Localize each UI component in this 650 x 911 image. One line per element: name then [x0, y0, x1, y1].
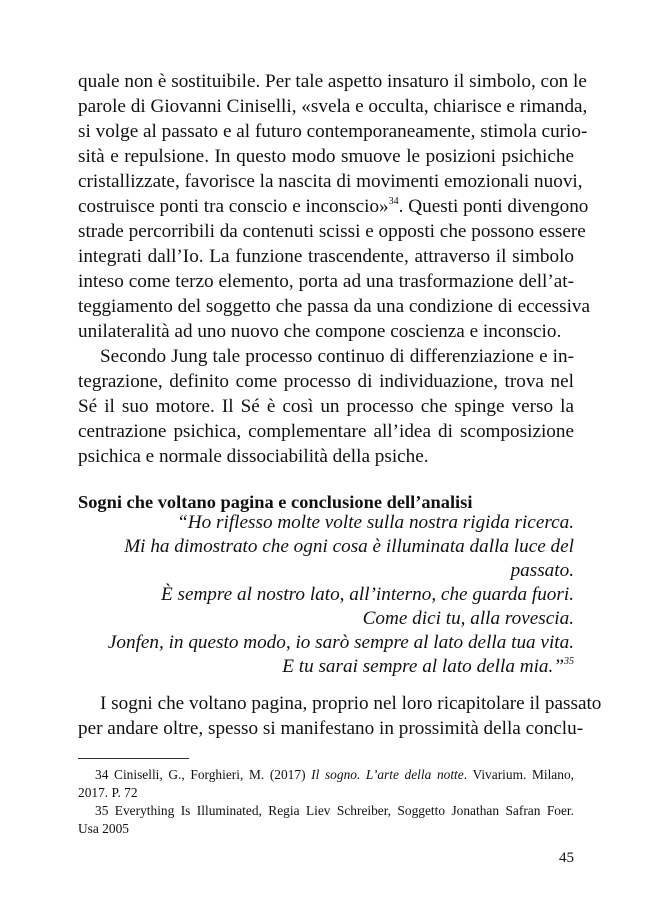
section-heading: Sogni che voltano pagina e conclusione dell’analisi: [78, 492, 473, 512]
body-line: per andare oltre, spesso si manifestano in prossimità della conclu-: [78, 718, 584, 739]
quote-line: È sempre al nostro lato, all’interno, che guarda fuori.: [160, 584, 574, 605]
footnote-35: 35 Everything Is Illuminated, Regia Liev Schreiber, Soggetto Jonathan Safran Foer.: [95, 803, 574, 818]
body-line: tegrazione, definito come processo di individuazione, trova nel: [78, 371, 574, 392]
body-line-indented: Secondo Jung tale processo continuo di differenziazione e in-: [100, 346, 574, 367]
footnote-ref-35: 35: [564, 656, 574, 667]
body-line: unilateralità ad uno nuovo che compone coscienza e inconscio.: [78, 321, 562, 342]
footnote-separator: [78, 758, 189, 759]
body-line: sità e repulsione. In questo modo smuove le posizioni psichiche: [78, 146, 574, 167]
body-text: costruisce ponti tra conscio e inconscio»: [78, 196, 389, 217]
footnote-35-cont: Usa 2005: [78, 821, 129, 836]
body-line: strade percorribili da contenuti scissi e opposti che possono essere: [78, 221, 586, 242]
body-line: integrati dall’Io. La funzione trascendente, attraverso il simbolo: [78, 246, 574, 267]
quote-line: Mi ha dimostrato che ogni cosa è illuminata dalla luce del: [124, 536, 574, 557]
body-line: psichica e normale dissociabilità della psiche.: [78, 446, 429, 467]
body-line: cristallizzate, favorisce la nascita di movimenti emozionali nuovi,: [78, 171, 583, 192]
quote-line: Jonfen, in questo modo, io sarò sempre al lato della tua vita.: [107, 632, 574, 653]
body-line: centrazione psichica, complementare all’idea di scomposizione: [78, 421, 574, 442]
quote-text: E tu sarai sempre al lato della mia.”: [282, 656, 564, 677]
footnote-ref-34: 34: [388, 196, 399, 207]
footnote-book-title: Il sogno. L’arte della notte: [311, 767, 464, 782]
body-line: parole di Giovanni Ciniselli, «svela e occulta, chiarisce e rimanda,: [78, 96, 588, 117]
footnote-34: [78, 766, 574, 784]
body-line-with-footnote-ref: [78, 195, 589, 219]
body-line: si volge al passato e al futuro contemporaneamente, stimola curio-: [78, 121, 588, 142]
page-number: 45: [559, 850, 574, 866]
footnote-text: . Vivarium. Milano,: [463, 767, 574, 782]
footnote-34-cont: 2017. P. 72: [78, 785, 138, 800]
body-line: Sé il suo motore. Il Sé è così un processo che spinge verso la: [78, 396, 574, 417]
footnote-text: 34 Ciniselli, G., Forghieri, M. (2017): [95, 767, 312, 782]
body-line: teggiamento del soggetto che passa da una condizione di eccessiva: [78, 296, 591, 317]
body-line: quale non è sostituibile. Per tale aspetto insaturo il simbolo, con le: [78, 71, 587, 92]
quote-line: passato.: [510, 560, 574, 581]
quote-line-with-footnote-ref: [78, 655, 574, 679]
body-line: inteso come terzo elemento, porta ad una trasformazione dell’at-: [78, 271, 574, 292]
body-line-indented: I sogni che voltano pagina, proprio nel loro ricapitolare il passato: [100, 693, 602, 714]
body-text: . Questi ponti divengono: [398, 196, 589, 217]
quote-line: Come dici tu, alla rovescia.: [362, 608, 574, 629]
quote-line: “Ho riflesso molte volte sulla nostra rigida ricerca.: [177, 512, 574, 533]
